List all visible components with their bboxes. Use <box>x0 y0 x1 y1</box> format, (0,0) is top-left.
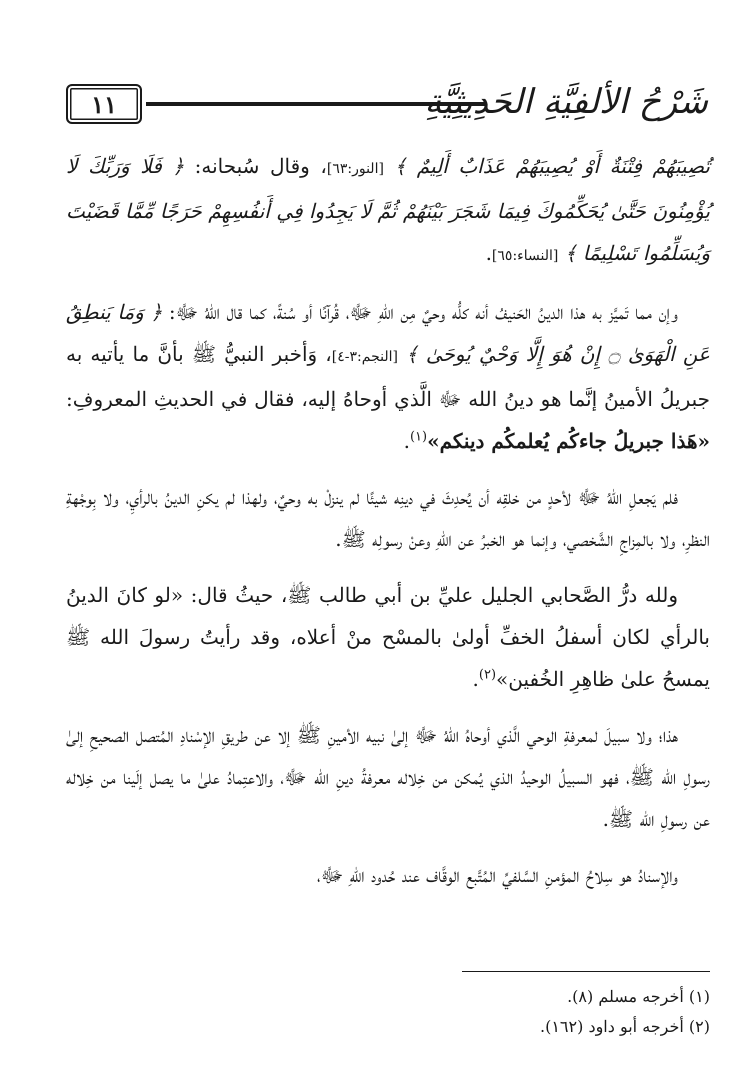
footnote-separator <box>462 971 710 972</box>
text-run: هذا؛ ولا سبيلَ لمعرفةِ الوحي الَّذي أوحاهُ اللهُ ﷻ إلىٰ نبيه الأمينِ ﷺ إلا عن طريقِ الإسْنادِ المُتصل الصحيحِ إلىٰ رسولِ الله ﷺ، فهو السبيلُ الوحيدُ الذي يُمكن من خِلاله معرفةُ دينِ الله ﷻ، والاعتِمادُ علىٰ ما يصل إلَينا من خِلاله عن رسولِ الله ﷺ. <box>66 723 710 831</box>
page-header <box>66 78 708 134</box>
text-run: وإن مما تَميَّز به هذا الدينُ الحَنيفُ أنه كلُّه وحيٌ مِن اللهِ ﷻ، قُرآنًا أو سُنةً، كما قال اللهُ ﷻ: <box>162 300 678 324</box>
text-run: . <box>403 429 410 453</box>
footnote-marker: (٢) <box>478 667 497 683</box>
footnotes <box>310 982 710 1042</box>
hadith-quote: «هَذا جبريلُ جاءكُم يُعلمكُم دينكم» <box>427 429 710 453</box>
text-run: ، وقال سُبحانه: <box>184 154 327 178</box>
text-run: ، وَأخبر النبيُّ ﷺ بأنَّ ما يأتيه به جبريلُ الأمينُ إنَّما هو دينُ الله ﷻ الَّذي أوحاهُ إليه، فقال في الحديثِ المعروفِ: <box>66 342 710 411</box>
paragraph <box>66 714 710 840</box>
paragraph <box>66 291 710 462</box>
text-run: . <box>485 241 492 265</box>
paragraph <box>66 854 710 896</box>
quran-verse: ﴿ وَمَا يَنطِقُ عَنِ الْهَوَىٰ ۝ إِنْ هُوَ إِلَّا وَحْيٌ يُوحَىٰ ﴾ <box>66 300 710 366</box>
verse-reference: [النجم:٣-٤] <box>331 349 398 365</box>
text-run: فلم يَجعلِ اللهُ ﷻ لأحدٍ من خلقِه أن يُحدِثَ في دينِه شيئًا لم ينزلْ به وحيٌ، ولهذا لم يكنِ الدينُ بالرأيِ، ولا بِوجْهةِ النظرِ، ولا بالمِزاجِ الشَّخصي، وإنما هو الخبرُ عن اللهِ وعنْ رسولِه ﷺ. <box>66 485 710 551</box>
footnote: (٢) أخرجه أبو داود (١٦٢). <box>540 1017 710 1036</box>
paragraph <box>66 574 710 700</box>
footnote: (١) أخرجه مسلم (٨). <box>567 987 710 1006</box>
text-run: . <box>472 667 479 691</box>
paragraph <box>66 145 710 277</box>
running-title: شَرْحُ الألفِيَّةِ الحَدِيثِيَّةِ <box>424 82 708 122</box>
text-run: والإسنادُ هو سِلاحُ المؤمنِ السَّلفيِّ المُتَّبع الوقَّاف عند حُدود اللهِ ﷻ، <box>316 863 678 887</box>
text-run: ولله درُّ الصَّحابي الجليل عليِّ بن أبي طالب ﷺ، حيثُ قال: «لو كانَ الدينُ بالرأي لكان أسفلُ الخفِّ أولىٰ بالمسْح منْ أعلاه، وقد رأيتُ رسولَ الله ﷺ يمسحُ علىٰ ظاهِرِ الخُفين» <box>66 583 710 691</box>
body-text <box>66 145 710 910</box>
paragraph <box>66 476 710 560</box>
quran-verse: ﴿ فَلَا وَرَبِّكَ لَا يُؤْمِنُونَ حَتَّىٰ يُحَكِّمُوكَ فِيمَا شَجَرَ بَيْنَهُمْ ثُمَّ لَا يَجِدُوا فِي أَنفُسِهِمْ حَرَجًا مِّمَّا قَضَيْتَ وَيُسَلِّمُوا تَسْلِيمًا ﴾ <box>66 154 710 265</box>
verse-reference: [النساء:٦٥] <box>491 248 559 264</box>
verse-reference: [النور:٦٣] <box>326 161 384 177</box>
page-number: ١١ <box>66 84 142 124</box>
quran-verse: تُصِيبَهُمْ فِتْنَةٌ أَوْ يُصِيبَهُمْ عَذَابٌ أَلِيمٌ ﴾ <box>383 154 710 178</box>
footnote-marker: (١) <box>409 429 428 445</box>
